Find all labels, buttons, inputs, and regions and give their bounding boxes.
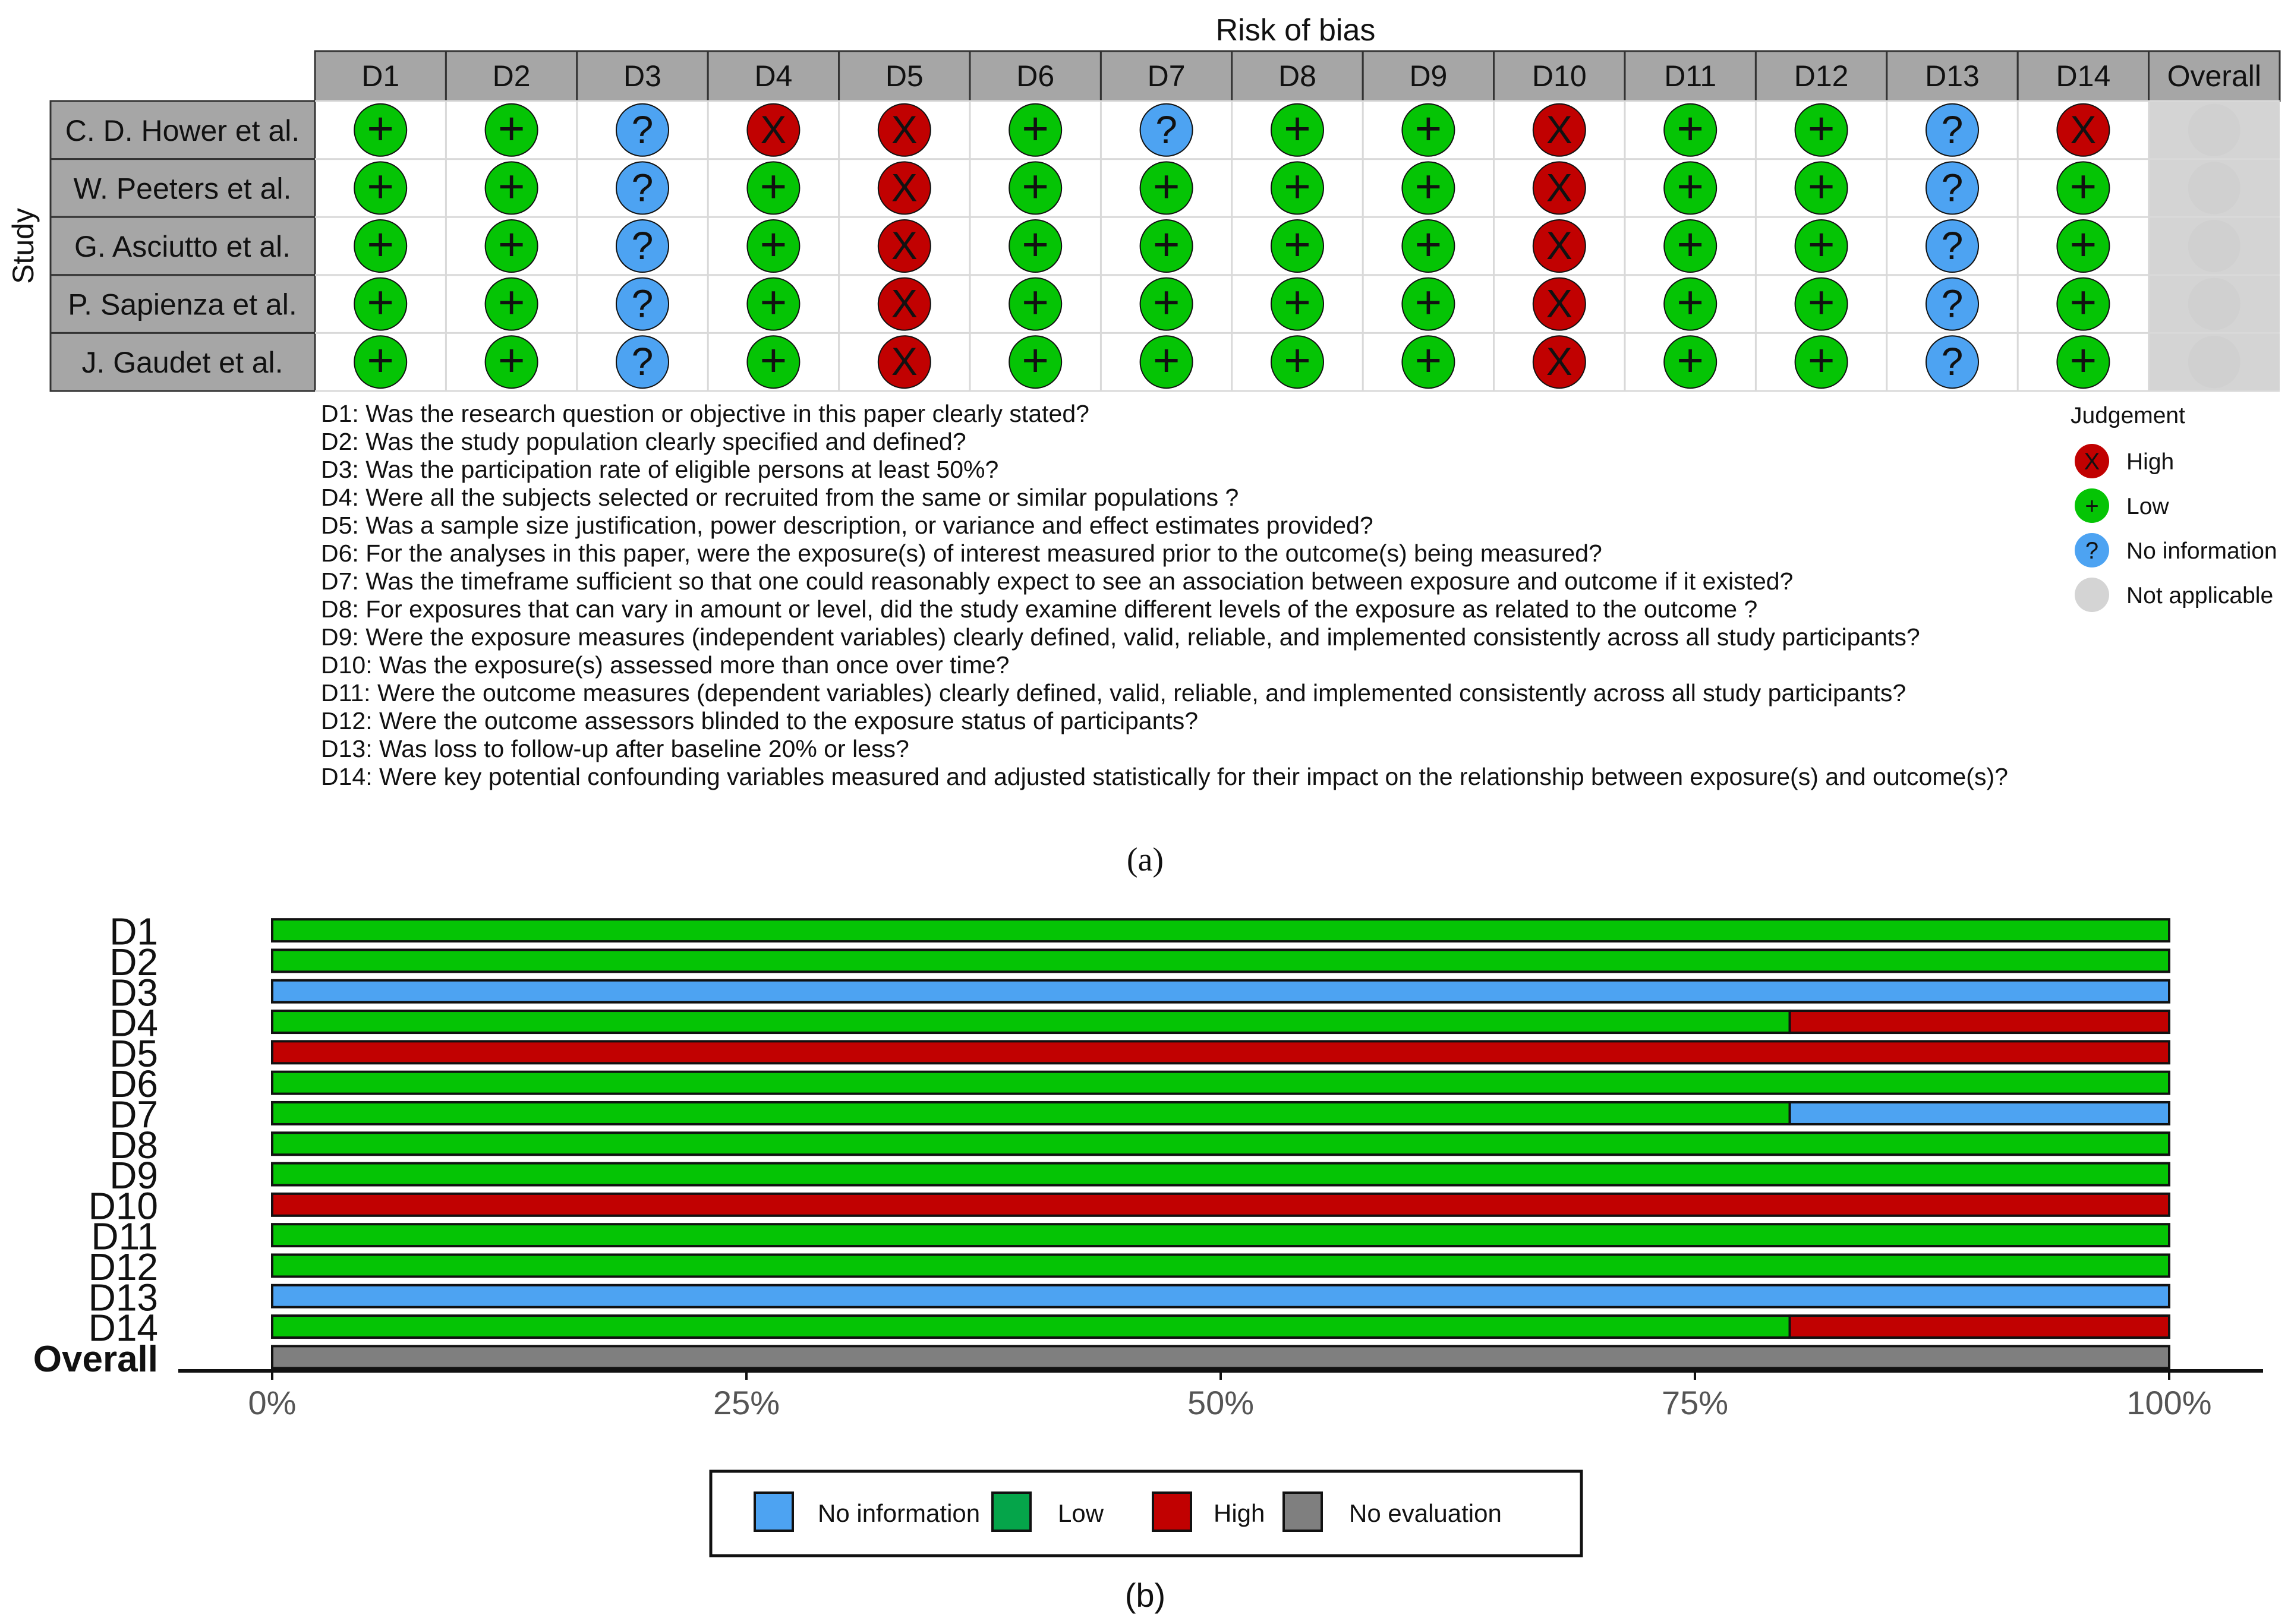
- judgement-symbol: ?: [1941, 339, 1964, 384]
- legend-b-swatch: [992, 1493, 1031, 1531]
- legend-a-item-no-information: [2075, 533, 2277, 567]
- judgement-symbol: +: [497, 160, 525, 213]
- judgement-symbol: X: [1546, 339, 1572, 384]
- judgement-cell-no-information: [1926, 220, 1978, 272]
- judgement-cell-no-information: [616, 104, 669, 156]
- judgement-symbol: +: [497, 102, 525, 154]
- judgement-symbol: +: [1677, 218, 1704, 270]
- judgement-symbol: +: [1022, 218, 1049, 270]
- legend-a-item-not-applicable: [2075, 578, 2273, 612]
- judgement-symbol: +: [1414, 334, 1442, 387]
- domain-header-label: D7: [1147, 59, 1186, 93]
- bar-category-label: D9: [109, 1154, 158, 1197]
- judgement-cell-not-applicable: [2188, 278, 2240, 330]
- bar-segment-d4-low: [272, 1011, 1790, 1033]
- judgement-cell-high: [878, 220, 931, 272]
- domain-header-label: D12: [1794, 59, 1849, 93]
- judgement-symbol: +: [367, 334, 394, 387]
- bar-category-label: D4: [109, 1001, 158, 1045]
- domain-question: D6: For the analyses in this paper, were the exposure(s) of interest measured prior to the outcome(s) being measured?: [321, 540, 1602, 567]
- judgement-symbol: +: [1284, 160, 1311, 213]
- judgement-symbol: +: [1022, 102, 1049, 154]
- judgement-symbol: +: [2069, 276, 2097, 329]
- domain-question: D8: For exposures that can vary in amount or level, did the study examine different levels of the exposure as related to the outcome ?: [321, 595, 1758, 623]
- domain-question: D14: Were key potential confounding variables measured and adjusted statistically for their impact on the relationship between exposure(s) and outcome(s)?: [321, 763, 2008, 790]
- not-applicable-dot: [2188, 162, 2240, 214]
- judgement-cell-high: [1533, 104, 1586, 156]
- bar-category-label: D8: [109, 1123, 158, 1166]
- bar-segment-d7-no-information: [1790, 1102, 2169, 1124]
- judgement-symbol: X: [1546, 223, 1572, 267]
- judgement-symbol: ?: [631, 165, 654, 210]
- judgement-symbol: ?: [1941, 107, 1964, 152]
- legend-a-label: High: [2126, 449, 2175, 475]
- domain-header-label: D13: [1925, 59, 1980, 93]
- judgement-symbol: ?: [1941, 281, 1964, 326]
- panel-a-caption: (a): [1126, 841, 1164, 878]
- judgement-symbol: ?: [631, 223, 654, 267]
- judgement-symbol: X: [891, 223, 918, 267]
- legend-a-title: Judgement: [2071, 403, 2185, 428]
- judgement-cell-no-information: [1926, 104, 1978, 156]
- judgement-symbol: X: [891, 339, 918, 384]
- judgement-cell-no-information: [1926, 162, 1978, 214]
- judgement-symbol: +: [1414, 102, 1442, 154]
- bar-segment-d14-high: [1790, 1316, 2169, 1338]
- domain-header-label: D3: [623, 59, 661, 93]
- domain-question: D1: Was the research question or objective in this paper clearly stated?: [321, 400, 1089, 427]
- bar-segment-overall-no-evaluation: [272, 1346, 2169, 1368]
- bar-category-label: D13: [88, 1276, 158, 1319]
- domain-header-label: D10: [1531, 59, 1587, 93]
- not-applicable-dot: [2188, 278, 2240, 330]
- bar-category-label: D3: [109, 971, 158, 1014]
- panel-a-y-title: Study: [7, 208, 40, 284]
- bar-segment-d1-low: [272, 919, 2169, 941]
- bar-segment-d8-low: [272, 1133, 2169, 1155]
- judgement-symbol: +: [2069, 334, 2097, 387]
- domain-header-label: D5: [885, 59, 924, 93]
- legend-a-symbol: +: [2085, 493, 2099, 519]
- legend-b-swatch: [755, 1493, 793, 1531]
- panel-b-caption: (b): [1124, 1576, 1166, 1614]
- domain-header-label: D11: [1664, 59, 1717, 93]
- judgement-symbol: +: [1022, 334, 1049, 387]
- judgement-symbol: X: [1546, 107, 1572, 152]
- bar-category-label: D6: [109, 1062, 158, 1106]
- bar-category-label: D10: [88, 1184, 158, 1228]
- judgement-symbol: +: [1284, 218, 1311, 270]
- domain-question: D10: Was the exposure(s) assessed more than once over time?: [321, 651, 1010, 679]
- bar-category-label: D5: [109, 1032, 158, 1075]
- judgement-symbol: +: [1284, 276, 1311, 329]
- judgement-cell-high: [878, 278, 931, 330]
- not-applicable-dot: [2188, 220, 2240, 272]
- domain-question: D9: Were the exposure measures (independent variables) clearly defined, valid, reliable, and implemented consistently across all study participants?: [321, 623, 1920, 651]
- judgement-cell-high: [1533, 278, 1586, 330]
- judgement-symbol: X: [1546, 165, 1572, 210]
- bar-segment-d14-low: [272, 1316, 1790, 1338]
- not-applicable-dot: [2188, 104, 2240, 156]
- judgement-symbol: +: [1807, 334, 1835, 387]
- bar-segment-d5-high: [272, 1041, 2169, 1063]
- judgement-symbol: +: [367, 160, 394, 213]
- bar-category-label: D1: [109, 910, 158, 953]
- domain-header-label: D9: [1409, 59, 1448, 93]
- legend-a-label: Low: [2126, 494, 2169, 519]
- legend-b-label: Low: [1058, 1499, 1104, 1527]
- judgement-symbol: +: [760, 160, 787, 213]
- judgement-symbol: ?: [1155, 107, 1177, 152]
- domain-header-label: D6: [1016, 59, 1055, 93]
- judgement-symbol: +: [1284, 334, 1311, 387]
- domain-question: D3: Was the participation rate of eligible persons at least 50%?: [321, 456, 999, 483]
- bar-category-label: D11: [91, 1215, 158, 1258]
- judgement-symbol: +: [497, 334, 525, 387]
- judgement-cell-not-applicable: [2188, 336, 2240, 388]
- judgement-symbol: +: [2069, 218, 2097, 270]
- x-tick-label: 100%: [2126, 1384, 2212, 1421]
- legend-b-swatch: [1284, 1493, 1322, 1531]
- bar-segment-d7-low: [272, 1102, 1790, 1124]
- legend-a-label: Not applicable: [2126, 583, 2274, 608]
- judgement-symbol: +: [497, 218, 525, 270]
- judgement-symbol: +: [1677, 276, 1704, 329]
- bar-segment-d9-low: [272, 1163, 2169, 1185]
- x-tick-label: 75%: [1661, 1384, 1729, 1421]
- judgement-symbol: +: [1807, 276, 1835, 329]
- bar-segment-d11-low: [272, 1224, 2169, 1246]
- bar-segment-d4-high: [1790, 1011, 2169, 1033]
- judgement-symbol: +: [760, 218, 787, 270]
- legend-a-item-low: [2075, 488, 2169, 523]
- judgement-symbol: +: [2069, 160, 2097, 213]
- bar-segment-d6-low: [272, 1072, 2169, 1094]
- judgement-symbol: +: [1414, 276, 1442, 329]
- legend-b-label: No information: [818, 1499, 981, 1527]
- judgement-symbol: ?: [1941, 165, 1964, 210]
- judgement-symbol: +: [1152, 276, 1180, 329]
- domain-question: D11: Were the outcome measures (dependent variables) clearly defined, valid, reliable, and implemented consistently across all study participants?: [321, 679, 1906, 707]
- domain-header-label: D8: [1278, 59, 1316, 93]
- judgement-symbol: +: [1807, 160, 1835, 213]
- traffic-light-panel: [7, 13, 2280, 878]
- judgement-symbol: +: [1152, 218, 1180, 270]
- judgement-symbol: +: [1022, 276, 1049, 329]
- domain-question: D4: Were all the subjects selected or recruited from the same or similar populations ?: [321, 484, 1239, 511]
- judgement-symbol: +: [1152, 334, 1180, 387]
- judgement-symbol: X: [1546, 281, 1572, 326]
- domain-question: D13: Was loss to follow-up after baseline 20% or less?: [321, 735, 909, 762]
- bar-segment-d12-low: [272, 1254, 2169, 1276]
- bar-segment-d3-no-information: [272, 980, 2169, 1002]
- judgement-symbol: +: [367, 218, 394, 270]
- judgement-symbol: +: [1414, 218, 1442, 270]
- domain-header-label: Overall: [2167, 59, 2261, 93]
- judgement-cell-high: [1533, 220, 1586, 272]
- legend-b-label: No evaluation: [1349, 1499, 1502, 1527]
- bar-category-label: D2: [109, 940, 158, 983]
- x-tick-label: 25%: [713, 1384, 780, 1421]
- judgement-cell-high: [878, 162, 931, 214]
- judgement-cell-high: [747, 104, 799, 156]
- judgement-symbol: ?: [631, 281, 654, 326]
- bar-category-label: Overall: [33, 1338, 158, 1380]
- judgement-symbol: ?: [1941, 223, 1964, 267]
- judgement-symbol: X: [891, 107, 918, 152]
- domain-question: D2: Was the study population clearly specified and defined?: [321, 428, 966, 455]
- legend-a-swatch: [2075, 578, 2109, 612]
- judgement-cell-high: [1533, 336, 1586, 388]
- judgement-cell-high: [2057, 104, 2109, 156]
- judgement-cell-high: [1533, 162, 1586, 214]
- study-label: W. Peeters et al.: [73, 172, 292, 206]
- judgement-cell-not-applicable: [2188, 162, 2240, 214]
- judgement-symbol: +: [1022, 160, 1049, 213]
- judgement-symbol: X: [760, 107, 787, 152]
- summary-bar-panel: [33, 910, 2263, 1614]
- judgement-symbol: +: [1807, 218, 1835, 270]
- bar-category-label: D7: [109, 1093, 158, 1136]
- judgement-symbol: ?: [631, 339, 654, 384]
- judgement-symbol: +: [497, 276, 525, 329]
- judgement-symbol: +: [1414, 160, 1442, 213]
- legend-b-swatch: [1153, 1493, 1191, 1531]
- domain-header-label: D1: [361, 59, 400, 93]
- panel-a-header-title: Risk of bias: [1215, 13, 1376, 48]
- judgement-symbol: +: [1807, 102, 1835, 154]
- study-label: J. Gaudet et al.: [81, 346, 283, 380]
- x-tick-label: 50%: [1187, 1384, 1255, 1421]
- judgement-symbol: +: [1284, 102, 1311, 154]
- bar-segment-d2-low: [272, 950, 2169, 972]
- bar-category-label: D14: [88, 1306, 158, 1349]
- bar-category-label: D12: [88, 1245, 158, 1288]
- judgement-symbol: +: [367, 276, 394, 329]
- judgement-cell-not-applicable: [2188, 220, 2240, 272]
- judgement-cell-no-information: [616, 220, 669, 272]
- judgement-symbol: +: [760, 334, 787, 387]
- judgement-cell-no-information: [1140, 104, 1193, 156]
- judgement-symbol: +: [1677, 334, 1704, 387]
- bar-segment-d10-high: [272, 1194, 2169, 1216]
- study-label: P. Sapienza et al.: [68, 288, 297, 321]
- judgement-cell-not-applicable: [2188, 104, 2240, 156]
- study-label: G. Asciutto et al.: [74, 230, 291, 263]
- not-applicable-dot: [2188, 336, 2240, 388]
- judgement-cell-high: [878, 336, 931, 388]
- judgement-symbol: +: [1152, 160, 1180, 213]
- domain-question: D5: Was a sample size justification, power description, or variance and effect estimates provided?: [321, 512, 1373, 539]
- judgement-symbol: ?: [631, 107, 654, 152]
- legend-b-label: High: [1214, 1499, 1265, 1527]
- judgement-cell-no-information: [1926, 278, 1978, 330]
- judgement-cell-no-information: [616, 278, 669, 330]
- legend-a-symbol: X: [2084, 449, 2100, 475]
- domain-header-label: D2: [492, 59, 531, 93]
- x-tick-label: 0%: [248, 1384, 297, 1421]
- domain-header-label: D14: [2056, 59, 2111, 93]
- judgement-symbol: +: [1677, 160, 1704, 213]
- judgement-symbol: +: [1677, 102, 1704, 154]
- judgement-symbol: +: [760, 276, 787, 329]
- domain-header-label: D4: [754, 59, 793, 93]
- judgement-cell-no-information: [1926, 336, 1978, 388]
- judgement-cell-no-information: [616, 162, 669, 214]
- domain-question: D7: Was the timeframe sufficient so that one could reasonably expect to see an association between exposure and outcome if it existed?: [321, 567, 1794, 595]
- judgement-symbol: +: [367, 102, 394, 154]
- study-label: C. D. Hower et al.: [65, 113, 300, 147]
- legend-a-item-high: [2075, 444, 2174, 478]
- judgement-cell-no-information: [616, 336, 669, 388]
- judgement-symbol: X: [891, 281, 918, 326]
- legend-a-symbol: ?: [2085, 538, 2099, 564]
- domain-question: D12: Were the outcome assessors blinded to the exposure status of participants?: [321, 707, 1199, 734]
- judgement-cell-high: [878, 104, 931, 156]
- bar-segment-d13-no-information: [272, 1285, 2169, 1307]
- judgement-symbol: X: [2070, 107, 2097, 152]
- judgement-symbol: X: [891, 165, 918, 210]
- legend-a-label: No information: [2126, 538, 2277, 564]
